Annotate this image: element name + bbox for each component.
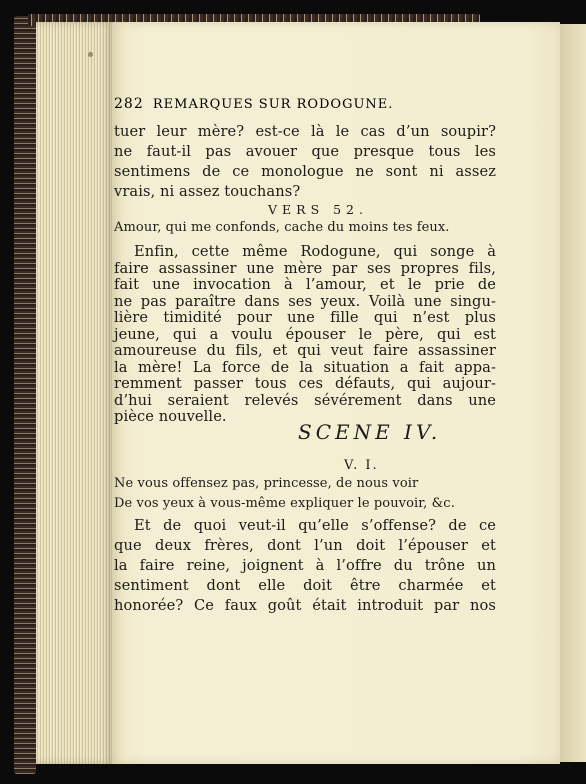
verse-heading: VERS 52.: [268, 202, 368, 217]
page-number: 282: [114, 96, 144, 112]
text-line: ne pas paraître dans ses yeux. Voilà une singu-: [114, 292, 496, 310]
paper-spot: [88, 52, 93, 57]
text-line: pièce nouvelle.: [114, 408, 227, 425]
quoted-verse: Ne vous offensez pas, princesse, de nous voir: [114, 476, 419, 491]
text-line: honorée? Ce faux goût était introduit par nos: [114, 597, 496, 614]
text-line: faire assassiner une mère par ses propres fils,: [114, 259, 496, 277]
text-line: remment passer tous ces défauts, qui aujour-: [114, 375, 496, 392]
quoted-verse: De vos yeux à vous-même expliquer le pouvoir, &c.: [114, 496, 455, 511]
book-spine-left: [14, 16, 36, 774]
text-line: ne faut-il pas avouer que presque tous les: [114, 143, 496, 160]
text-line: Enfin, cette même Rodogune, qui songe à: [134, 243, 496, 260]
text-line: lière timidité pour une fille qui n’est plus: [114, 309, 496, 326]
text-line: vrais, ni assez touchans?: [114, 183, 301, 200]
text-line: sentiment dont elle doit être charmée et: [114, 577, 496, 594]
scene-heading: SCENE IV.: [298, 420, 442, 444]
text-line: que deux frères, dont l’un doit l’épouser et: [114, 537, 496, 554]
running-header: [114, 96, 393, 112]
running-title: REMARQUES SUR RODOGUNE.: [152, 97, 394, 112]
facing-page-edge: [560, 24, 586, 762]
text-line: sentimens de ce monologue ne sont ni assez: [114, 163, 496, 180]
verse-number-heading: V. I.: [344, 458, 379, 473]
text-line: fait une invocation à l’amour, et le prie de: [114, 276, 496, 293]
text-line: Et de quoi veut-il qu’elle s’offense? de ce: [134, 517, 496, 534]
text-line: la faire reine, joignent à l’offre du trône un: [114, 557, 496, 574]
quoted-verse: Amour, qui me confonds, cache du moins tes feux.: [114, 220, 450, 235]
page-edges: [36, 22, 114, 764]
text-line: la mère! La force de la situation a fait appa-: [114, 358, 496, 376]
text-line: amoureuse du fils, et qui veut faire assassiner: [114, 342, 496, 359]
text-line: jeune, qui a voulu épouser le père, qui est: [114, 325, 496, 343]
text-line: tuer leur mère? est-ce là le cas d’un soupir?: [114, 123, 496, 140]
text-line: d’hui seraient relevés sévérement dans une: [114, 391, 496, 409]
